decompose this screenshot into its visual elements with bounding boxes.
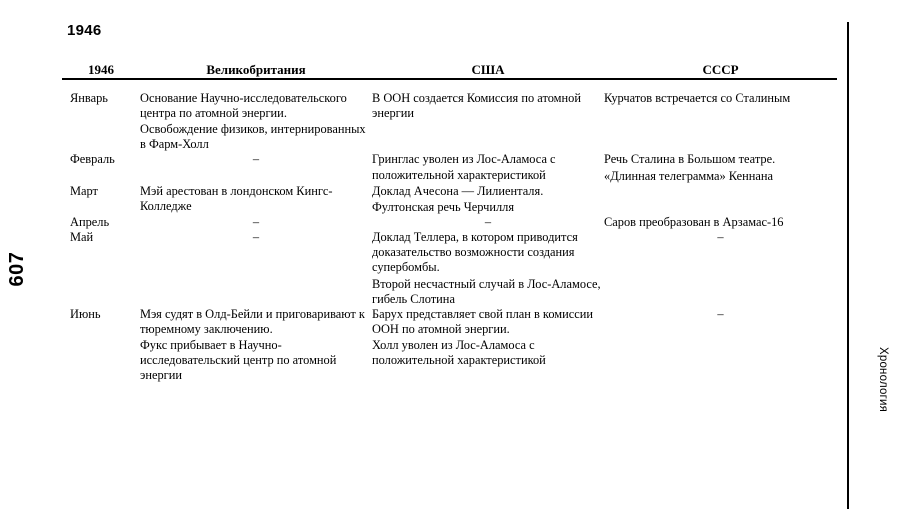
cell-paragraph: Холл уволен из Лос-Аламоса с положительной характеристикой [372, 338, 546, 368]
cell-paragraph: В ООН создается Комиссия по атомной энергии [372, 91, 581, 121]
cell-su [604, 79, 837, 152]
cell-us [372, 215, 604, 230]
page-number: 607 [6, 251, 28, 287]
cell-us [372, 184, 604, 215]
empty-marker: – [484, 215, 492, 230]
table-row [62, 184, 837, 215]
cell-uk [140, 79, 372, 152]
table-row [62, 215, 837, 230]
cell-su [604, 307, 837, 384]
column-header-month: 1946 [88, 62, 114, 77]
cell-paragraph: «Длинная телеграмма» Кеннана [604, 168, 773, 183]
month-label: Май [70, 230, 94, 245]
empty-marker: – [252, 230, 260, 245]
cell-su [604, 184, 837, 215]
chronology-table [62, 62, 837, 383]
cell-uk [140, 184, 372, 215]
table-row [62, 152, 837, 183]
table-row [62, 230, 837, 307]
cell-paragraph: Мэй арестован в лондонском Кингс-Колледже [140, 183, 333, 213]
cell-paragraph: Фултонская речь Черчилля [372, 200, 515, 215]
page-year-heading: 1946 [67, 22, 102, 39]
cell-uk [140, 152, 372, 183]
table-row [62, 79, 837, 152]
cell-uk [140, 215, 372, 230]
cell-paragraph: Доклад Теллера, в котором приводится доказательство возможности создания супербомбы. [372, 230, 578, 275]
column-header-su: СССР [702, 62, 739, 77]
cell-paragraph: Фукс прибывает в Научно-исследовательский центр по атомной энергии [140, 338, 337, 383]
empty-marker: – [252, 152, 260, 167]
cell-us [372, 230, 604, 307]
cell-su [604, 152, 837, 183]
page-edge-rule [847, 22, 849, 509]
cell-su [604, 215, 837, 230]
empty-marker: – [717, 306, 724, 321]
cell-paragraph: Второй несчастный случай в Лос-Аламосе, гибель Слотина [372, 276, 601, 306]
cell-paragraph: Мэя судят в Олд-Бейли и приговаривают к тюремному заключению. [140, 306, 365, 336]
column-header-us: США [471, 62, 505, 77]
cell-us [372, 307, 604, 384]
month-label: Июнь [70, 306, 101, 321]
cell-uk [140, 307, 372, 384]
table-header [62, 62, 837, 79]
cell-paragraph: Доклад Ачесона — Лилиенталя. [372, 183, 544, 198]
cell-paragraph: Основание Научно-исследовательского центра по атомной энергии. [140, 91, 347, 121]
empty-marker: – [717, 230, 724, 245]
cell-us [372, 79, 604, 152]
running-head: Хронология [877, 347, 889, 413]
table-row [62, 307, 837, 384]
cell-paragraph: Гринглас уволен из Лос-Аламоса с положительной характеристикой [372, 152, 556, 182]
cell-uk [140, 230, 372, 307]
cell-paragraph: Курчатов встречается со Сталиным [604, 91, 791, 105]
month-label: Апрель [70, 215, 110, 230]
empty-marker: – [252, 215, 260, 230]
cell-paragraph: Саров преобразован в Арзамас-16 [604, 215, 784, 230]
month-label: Март [70, 183, 98, 198]
table-header-row [62, 62, 837, 79]
cell-paragraph: Речь Сталина в Большом театре. [604, 152, 776, 167]
month-label: Февраль [70, 152, 115, 167]
column-header-uk: Великобритания [206, 62, 306, 77]
cell-us [372, 152, 604, 183]
cell-su [604, 230, 837, 307]
cell-paragraph: Освобождение физиков, интернированных в Фарм-Холл [140, 122, 366, 152]
month-label: Январь [70, 91, 108, 105]
table-body [62, 79, 837, 383]
cell-paragraph: Барух представляет свой план в комиссии ООН по атомной энергии. [372, 306, 594, 336]
